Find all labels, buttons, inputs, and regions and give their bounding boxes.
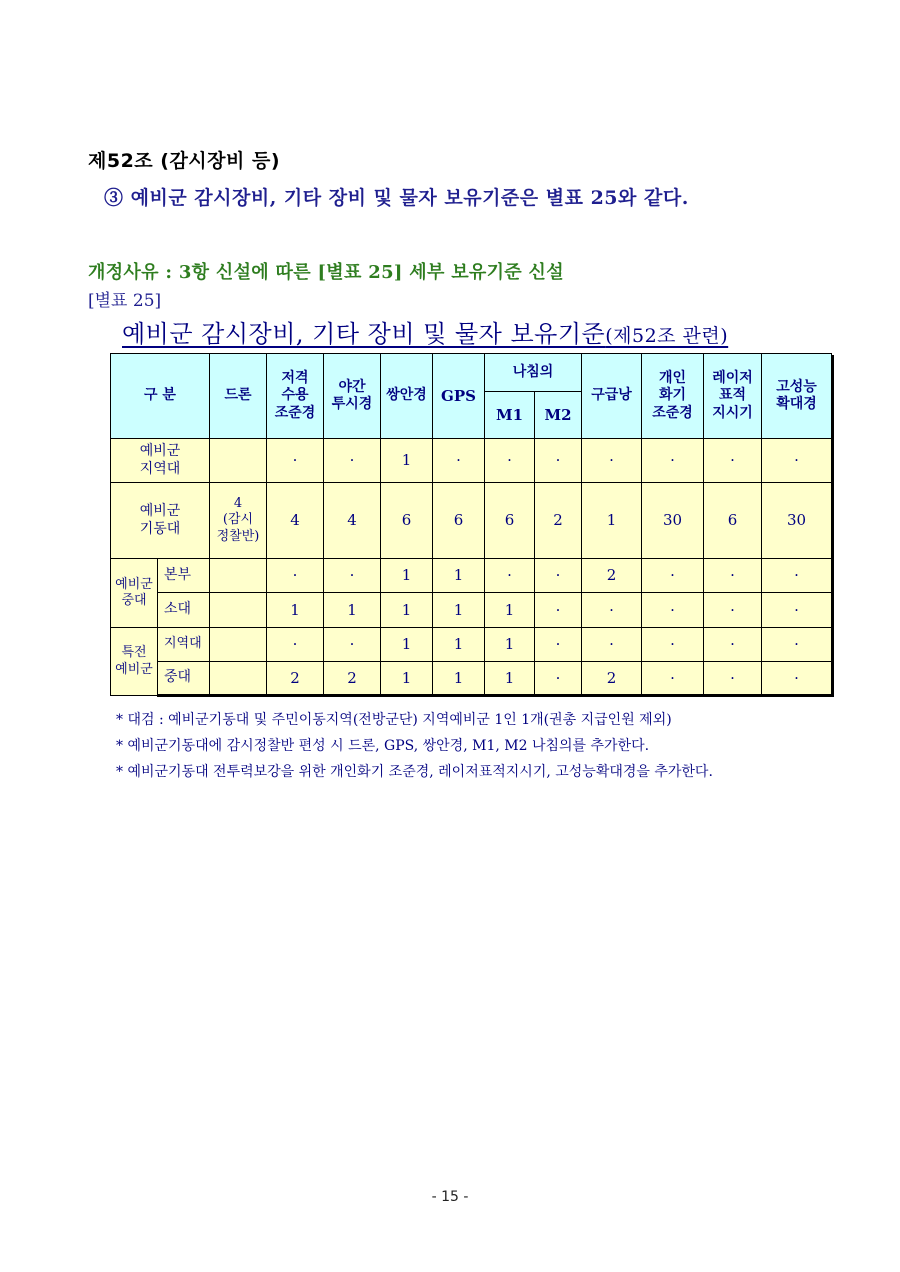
cell: 1: [433, 593, 485, 628]
cell: ·: [433, 439, 485, 483]
annex-label: [별표 25]: [88, 291, 162, 311]
cell: 4: [267, 483, 324, 559]
row-label-hq: 본부: [158, 559, 210, 593]
cell: ·: [704, 439, 762, 483]
table-shadow: [831, 355, 834, 697]
cell: ·: [267, 628, 324, 662]
header-laser-pointer: 레이저 표적 지시기: [704, 354, 762, 439]
row-group-company: 예비군 중대: [111, 559, 158, 628]
table-row: [111, 483, 832, 559]
cell: 1: [582, 483, 642, 559]
cell: 4: [324, 483, 381, 559]
table-row: [111, 439, 832, 483]
cell: ·: [582, 593, 642, 628]
header-drone: 드론: [210, 354, 267, 439]
article-title: 제52조 (감시장비 등): [88, 150, 281, 172]
cell: 1: [381, 439, 433, 483]
header-night-vision: 야간 투시경: [324, 354, 381, 439]
header-first-aid: 구급낭: [582, 354, 642, 439]
cell: ·: [582, 439, 642, 483]
cell: ·: [535, 662, 582, 696]
table-row: [111, 593, 832, 628]
cell-drone: [210, 662, 267, 696]
header-rifle-scope: 개인 화기 조준경: [642, 354, 704, 439]
cell: ·: [642, 662, 704, 696]
cell: ·: [642, 593, 704, 628]
header-hp-scope: 고성능 확대경: [762, 354, 832, 439]
cell: ·: [535, 628, 582, 662]
row-group-special: 특전 예비군: [111, 628, 158, 696]
cell: 30: [642, 483, 704, 559]
cell: 1: [485, 628, 535, 662]
row-label-platoon: 소대: [158, 593, 210, 628]
cell: ·: [704, 559, 762, 593]
note-item: * 대검 : 예비군기동대 및 주민이동지역(전방군단) 지역예비군 1인 1개(권총 지급인원 제외): [116, 712, 672, 728]
cell-drone: [210, 628, 267, 662]
table-title-sub: (제52조 관련): [605, 325, 729, 347]
row-label-special-area: 지역대: [158, 628, 210, 662]
cell: 1: [381, 593, 433, 628]
cell: 1: [381, 559, 433, 593]
row-label-mobile-unit: 예비군 기동대: [111, 483, 210, 559]
cell: ·: [324, 439, 381, 483]
cell: ·: [267, 559, 324, 593]
cell: ·: [762, 628, 832, 662]
cell: 6: [485, 483, 535, 559]
cell-drone: 4 (감시 정찰반): [210, 483, 267, 559]
cell: ·: [762, 593, 832, 628]
cell-drone: [210, 439, 267, 483]
header-m2: M2: [535, 392, 582, 439]
cell: 1: [485, 593, 535, 628]
cell: 1: [433, 559, 485, 593]
cell: 2: [324, 662, 381, 696]
equipment-standard-table: [110, 353, 832, 697]
table-row: [111, 662, 832, 696]
row-label-area-unit: 예비군 지역대: [111, 439, 210, 483]
cell: 2: [535, 483, 582, 559]
cell: ·: [267, 439, 324, 483]
note-item: * 예비군기동대 전투력보강을 위한 개인화기 조준경, 레이저표적지시기, 고성능확대경을 추가한다.: [116, 764, 713, 780]
header-compass: 나침의: [485, 354, 582, 392]
cell: ·: [762, 439, 832, 483]
header-sniper-scope: 저격 수용 조준경: [267, 354, 324, 439]
cell: ·: [762, 559, 832, 593]
page-number: - 15 -: [431, 1189, 469, 1205]
cell: ·: [535, 439, 582, 483]
cell: ·: [642, 628, 704, 662]
cell: 30: [762, 483, 832, 559]
cell-drone: [210, 593, 267, 628]
cell: ·: [535, 559, 582, 593]
cell: ·: [642, 439, 704, 483]
cell: ·: [324, 628, 381, 662]
cell: ·: [324, 559, 381, 593]
cell: 1: [485, 662, 535, 696]
cell: 2: [267, 662, 324, 696]
cell: ·: [485, 439, 535, 483]
table-title: [122, 314, 728, 349]
cell: 1: [267, 593, 324, 628]
header-m1: M1: [485, 392, 535, 439]
note-item: * 예비군기동대에 감시정찰반 편성 시 드론, GPS, 쌍안경, M1, M2 나침의를 추가한다.: [116, 738, 650, 754]
table-notes: [116, 707, 713, 785]
cell-drone: [210, 559, 267, 593]
cell: ·: [485, 559, 535, 593]
header-binoculars: 쌍안경: [381, 354, 433, 439]
table-row: [111, 559, 832, 593]
row-label-special-company: 중대: [158, 662, 210, 696]
cell: 2: [582, 559, 642, 593]
header-gps: GPS: [433, 354, 485, 439]
cell: ·: [704, 662, 762, 696]
cell: ·: [762, 662, 832, 696]
cell: 6: [704, 483, 762, 559]
table-row: [111, 628, 832, 662]
cell: ·: [704, 593, 762, 628]
cell: 1: [381, 662, 433, 696]
cell: 2: [582, 662, 642, 696]
cell: 1: [433, 662, 485, 696]
cell: ·: [704, 628, 762, 662]
cell: 1: [433, 628, 485, 662]
table-title-main: 예비군 감시장비, 기타 장비 및 물자 보유기준: [122, 320, 606, 348]
amendment-reason: 개정사유 : 3항 신설에 따른 [별표 25] 세부 보유기준 신설: [88, 262, 564, 283]
cell: ·: [582, 628, 642, 662]
cell: 1: [381, 628, 433, 662]
cell: 1: [324, 593, 381, 628]
cell: 6: [433, 483, 485, 559]
cell: ·: [642, 559, 704, 593]
cell: 6: [381, 483, 433, 559]
header-division: 구 분: [111, 354, 210, 439]
cell: ·: [535, 593, 582, 628]
article-clause: ③ 예비군 감시장비, 기타 장비 및 물자 보유기준은 별표 25와 같다.: [104, 187, 689, 209]
